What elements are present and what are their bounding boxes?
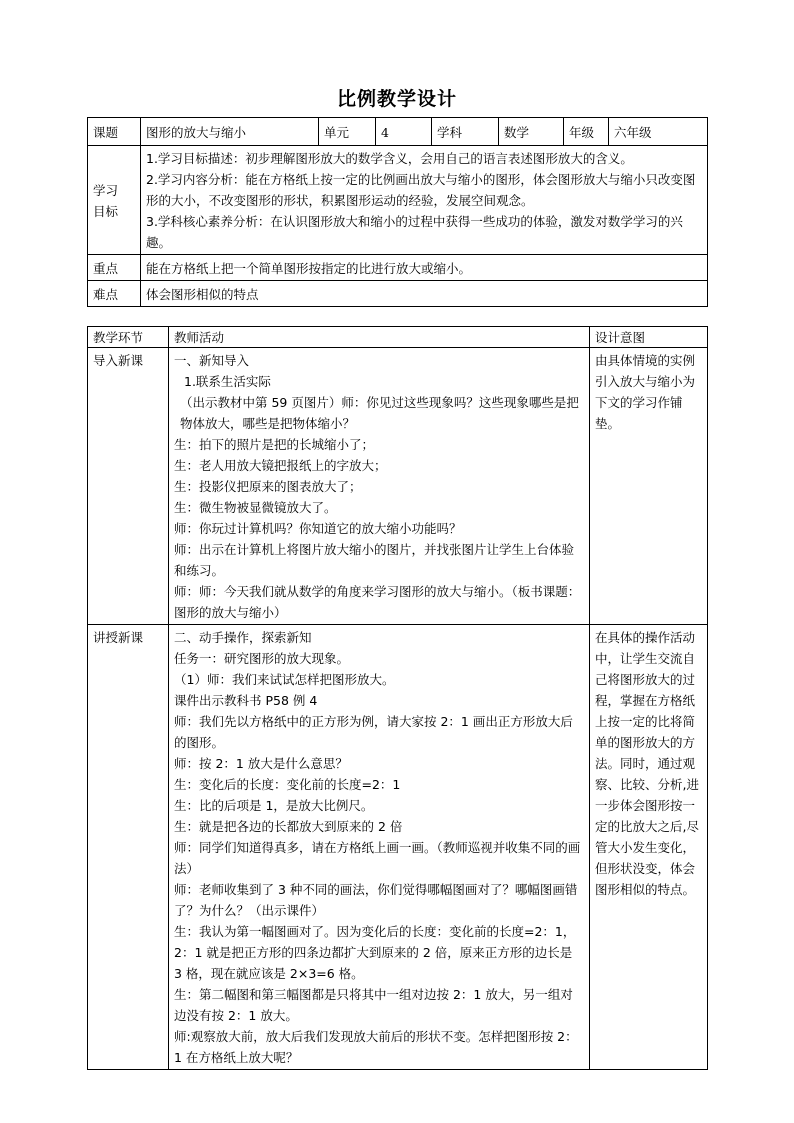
stage-intent: 由具体情境的实例引入放大与缩小为下文的学习作铺垫。 [590,348,708,625]
stage-row-teaching [88,625,708,1070]
activity-line: 师：老师收集到了 3 种不同的画法，你们觉得哪幅图画对了？哪幅图画错了？为什么？（出示课件） [174,882,578,918]
stage-name: 讲授新课 [88,625,169,1070]
activity-line: 1.联系生活实际 [184,374,271,389]
activity-line: 师：出示在计算机上将图片放大缩小的图片，并找张图片让学生上台体验和练习。 [174,542,575,578]
stage-row-intro [88,348,708,625]
activity-line: 生：我认为第一幅图画对了。因为变化后的长度：变化前的长度=2：1，2：1 就是把正方形的四条边都扩大到原来的 2 倍，原来正方形的边长是 3 格，现在就应该是 2×3=6 格。 [174,924,576,981]
header-stage: 教学环节 [88,327,169,348]
topic-value: 图形的放大与缩小 [141,118,319,146]
process-header-row [88,327,708,348]
key-row [88,255,708,281]
process-table [87,326,708,1070]
page-title: 比例教学设计 [336,88,457,110]
stage-activity [169,625,590,1070]
activity-line: 生：微生物被显微镜放大了。 [174,500,337,515]
activity-line: 生：投影仪把原来的图表放大了； [174,479,362,494]
activity-line: 任务一：研究图形的放大现象。 [174,651,350,666]
activity-line: 生：就是把各边的长都放大到原来的 2 倍 [174,819,403,834]
activity-line: 师：按 2：1 放大是什么意思？ [174,756,348,771]
difficulty-label: 难点 [88,281,141,307]
activity-line: 师：你玩过计算机吗？你知道它的放大缩小功能吗？ [174,521,462,536]
goal-item: 3.学科核心素养分析：在认识图形放大和缩小的过程中获得一些成功的体验，激发对数学学习的兴趣。 [146,214,683,250]
activity-line: 生：变化后的长度：变化前的长度=2：1 [174,777,401,792]
goals-row [88,146,708,255]
activity-line: 课件出示教科书 P58 例 4 [174,693,318,708]
grade-label: 年级 [564,118,609,146]
activity-line: 生：拍下的照片是把的长城缩小了； [174,437,375,452]
key-content: 能在方格纸上把一个简单图形按指定的比进行放大或缩小。 [141,255,708,281]
activity-line: （出示教材中第 59 页图片）师：你见过这些现象吗？这些现象哪些是把物体放大，哪些是把物体缩小？ [180,395,579,431]
unit-label: 单元 [319,118,376,146]
info-row [88,118,708,146]
subject-label: 学科 [432,118,499,146]
stage-intent: 在具体的操作活动中，让学生交流自己将图形放大的过程，掌握在方格纸上按一定的比将简单的图形放大的方法。同时，通过观察、比较、分析,进一步体会图形按一定的比放大之后,尽管大小发生变化，但形状没变，体会图形相似的特点。 [590,625,708,1070]
topic-label: 课题 [88,118,141,146]
activity-line: 生：比的后项是 1，是放大比例尺。 [174,798,374,813]
activity-line: 师:观察放大前，放大后我们发现放大前后的形状不变。怎样把图形按 2：1 在方格纸上放大呢？ [174,1029,578,1065]
activity-line: 师：同学们知道得真多，请在方格纸上画一画。（教师巡视并收集不同的画法） [174,840,581,876]
activity-line: （1）师：我们来试试怎样把图形放大。 [174,672,395,687]
activity-line: 一、新知导入 [174,353,250,368]
activity-line: 生：老人用放大镜把报纸上的字放大； [174,458,387,473]
subject-value: 数学 [499,118,564,146]
activity-line: 生：第二幅图和第三幅图都是只将其中一组对边按 2：1 放大，另一组对边没有按 2：1 放大。 [174,987,573,1023]
goals-content [141,146,708,255]
header-design-intent: 设计意图 [590,327,708,348]
goals-label [88,146,141,255]
goal-item: 1.学习目标描述：初步理解图形放大的数学含义，会用自己的语言表述图形放大的含义。 [146,151,633,166]
goals-label-line: 目标 [93,203,119,219]
activity-line: 师：师：今天我们就从数学的角度来学习图形的放大与缩小。（板书课题：图形的放大与缩小） [174,584,581,620]
difficulty-content: 体会图形相似的特点 [141,281,708,307]
activity-line: 二、动手操作，探索新知 [174,630,312,645]
stage-name: 导入新课 [88,348,169,625]
goals-label-line: 学习 [93,182,119,198]
header-teacher-activity: 教师活动 [169,327,590,348]
key-label: 重点 [88,255,141,281]
unit-value: 4 [376,118,432,146]
stage-activity [169,348,590,625]
goal-item: 2.学习内容分析：能在方格纸上按一定的比例画出放大与缩小的图形，体会图形放大与缩小只改变图形的大小，不改变图形的形状，积累图形运动的经验，发展空间观念。 [146,172,696,208]
difficulty-row [88,281,708,307]
grade-value: 六年级 [609,118,708,146]
activity-line: 师：我们先以方格纸中的正方形为例，请大家按 2：1 画出正方形放大后的图形。 [174,714,573,750]
info-table [87,117,708,307]
